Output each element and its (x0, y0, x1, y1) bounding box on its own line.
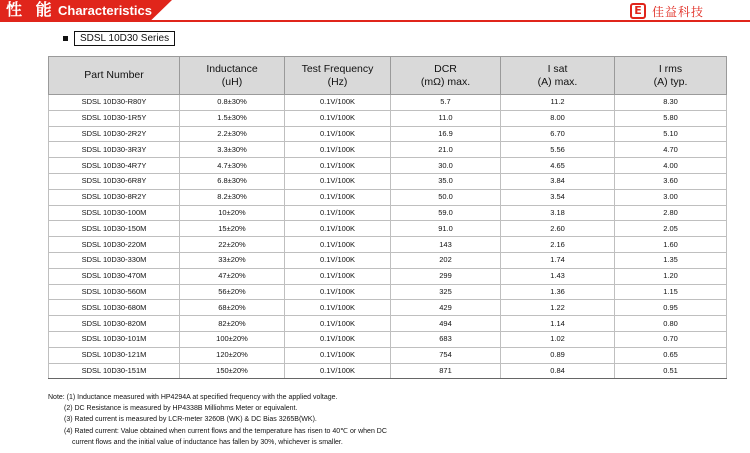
table-cell: 82±20% (180, 316, 285, 332)
table-row (49, 237, 727, 253)
table-cell: 1.36 (501, 284, 615, 300)
table-cell: 0.1V/100K (285, 316, 391, 332)
table-cell: 50.0 (391, 189, 501, 205)
table-cell: 0.51 (615, 363, 727, 379)
table-cell: SDSL 10D30-220M (49, 237, 180, 253)
table-cell: SDSL 10D30-680M (49, 300, 180, 316)
square-bullet-icon (63, 36, 68, 41)
table-cell: 8.2±30% (180, 189, 285, 205)
table-cell: SDSL 10D30-820M (49, 316, 180, 332)
table-row (49, 126, 727, 142)
table-cell: 0.1V/100K (285, 252, 391, 268)
table-cell: 5.7 (391, 95, 501, 111)
table-cell: 0.70 (615, 331, 727, 347)
table-cell: 0.84 (501, 363, 615, 379)
table-cell: 100±20% (180, 331, 285, 347)
table-cell: 0.89 (501, 347, 615, 363)
table-cell: SDSL 10D30-101M (49, 331, 180, 347)
table-cell: SDSL 10D30-1R5Y (49, 110, 180, 126)
table-cell: 0.95 (615, 300, 727, 316)
table-cell: 0.1V/100K (285, 237, 391, 253)
table-cell: 325 (391, 284, 501, 300)
table-cell: SDSL 10D30-470M (49, 268, 180, 284)
note-line: current flows and the initial value of inductance has fallen by 30%, whichever is smaller. (72, 438, 343, 446)
table-row (49, 331, 727, 347)
table-cell: 4.7±30% (180, 158, 285, 174)
table-cell: 91.0 (391, 221, 501, 237)
table-cell: 1.02 (501, 331, 615, 347)
table-row (49, 221, 727, 237)
note-line: (2) DC Resistance is measured by HP4338B Milliohms Meter or equivalent. (64, 405, 298, 413)
table-cell: 33±20% (180, 252, 285, 268)
table-cell: 47±20% (180, 268, 285, 284)
table-cell: 4.70 (615, 142, 727, 158)
table-cell: 59.0 (391, 205, 501, 221)
table-cell: 683 (391, 331, 501, 347)
table-cell: 8.30 (615, 95, 727, 111)
note-line: (4) Rated current: Value obtained when current flows and the temperature has risen to 40℃ or when DC (64, 427, 387, 435)
table-cell: 8.00 (501, 110, 615, 126)
column-header: Inductance (uH) (180, 57, 285, 95)
table-row (49, 252, 727, 268)
column-header: Part Number (49, 57, 180, 95)
column-header: Test Frequency (Hz) (285, 57, 391, 95)
table-cell: 1.22 (501, 300, 615, 316)
table-cell: 494 (391, 316, 501, 332)
section-title-en: Characteristics (58, 3, 152, 18)
table-cell: 11.2 (501, 95, 615, 111)
table-cell: 0.1V/100K (285, 110, 391, 126)
table-cell: 30.0 (391, 158, 501, 174)
table-cell: SDSL 10D30-2R2Y (49, 126, 180, 142)
table-cell: 22±20% (180, 237, 285, 253)
column-header: DCR (mΩ) max. (391, 57, 501, 95)
table-body (49, 95, 727, 379)
table-cell: 5.10 (615, 126, 727, 142)
table-cell: 11.0 (391, 110, 501, 126)
notes (48, 392, 748, 448)
table-cell: 6.70 (501, 126, 615, 142)
table-cell: 0.1V/100K (285, 347, 391, 363)
table-cell: SDSL 10D30-3R3Y (49, 142, 180, 158)
table-row (49, 347, 727, 363)
table-cell: 3.18 (501, 205, 615, 221)
table-row (49, 300, 727, 316)
table-row (49, 142, 727, 158)
table-cell: 2.05 (615, 221, 727, 237)
brand-logo-icon: E (630, 3, 646, 19)
table-cell: 1.15 (615, 284, 727, 300)
table-cell: 68±20% (180, 300, 285, 316)
table-cell: 56±20% (180, 284, 285, 300)
table-row (49, 268, 727, 284)
table-cell: SDSL 10D30-150M (49, 221, 180, 237)
table-row (49, 189, 727, 205)
table-cell: 35.0 (391, 173, 501, 189)
section-header (0, 0, 750, 24)
table-cell: 5.56 (501, 142, 615, 158)
table-cell: SDSL 10D30-330M (49, 252, 180, 268)
table-row (49, 363, 727, 379)
table-cell: SDSL 10D30-151M (49, 363, 180, 379)
table-cell: 0.1V/100K (285, 331, 391, 347)
table-cell: 5.80 (615, 110, 727, 126)
table-cell: 120±20% (180, 347, 285, 363)
table-cell: 2.60 (501, 221, 615, 237)
table-row (49, 284, 727, 300)
table-cell: SDSL 10D30-R80Y (49, 95, 180, 111)
table-cell: 15±20% (180, 221, 285, 237)
table-cell: 6.8±30% (180, 173, 285, 189)
brand (630, 3, 704, 19)
table-cell: 429 (391, 300, 501, 316)
table-cell: 3.54 (501, 189, 615, 205)
table-row (49, 158, 727, 174)
table-cell: 2.2±30% (180, 126, 285, 142)
table-cell: 0.1V/100K (285, 189, 391, 205)
table-row (49, 173, 727, 189)
table-cell: 0.65 (615, 347, 727, 363)
table-cell: 0.1V/100K (285, 126, 391, 142)
table-cell: SDSL 10D30-121M (49, 347, 180, 363)
table-cell: SDSL 10D30-100M (49, 205, 180, 221)
table-cell: 0.8±30% (180, 95, 285, 111)
series-label (63, 31, 175, 46)
table-header-row (49, 57, 727, 95)
table-cell: 0.1V/100K (285, 300, 391, 316)
table-cell: 3.84 (501, 173, 615, 189)
note-line: (3) Rated current is measured by LCR-meter 3260B (WK) & DC Bias 3265B(WK). (64, 416, 317, 424)
table-cell: 16.9 (391, 126, 501, 142)
table-cell: 1.43 (501, 268, 615, 284)
table-cell: 2.80 (615, 205, 727, 221)
table-cell: 150±20% (180, 363, 285, 379)
table-cell: 0.1V/100K (285, 173, 391, 189)
column-header: I sat (A) max. (501, 57, 615, 95)
table-row (49, 110, 727, 126)
table-cell: 1.74 (501, 252, 615, 268)
table-cell: SDSL 10D30-8R2Y (49, 189, 180, 205)
table-cell: 1.5±30% (180, 110, 285, 126)
table-cell: SDSL 10D30-560M (49, 284, 180, 300)
table-row (49, 316, 727, 332)
table-cell: 0.1V/100K (285, 158, 391, 174)
table-cell: 871 (391, 363, 501, 379)
table-cell: 0.1V/100K (285, 268, 391, 284)
table-cell: SDSL 10D30-4R7Y (49, 158, 180, 174)
table-cell: 0.1V/100K (285, 363, 391, 379)
table-row (49, 205, 727, 221)
series-name: SDSL 10D30 Series (74, 31, 175, 46)
spec-table (48, 56, 727, 379)
table-cell: 0.1V/100K (285, 142, 391, 158)
table-cell: 2.16 (501, 237, 615, 253)
table-cell: 4.65 (501, 158, 615, 174)
table-cell: 10±20% (180, 205, 285, 221)
column-header: I rms (A) typ. (615, 57, 727, 95)
table-cell: 0.1V/100K (285, 221, 391, 237)
table-cell: 3.00 (615, 189, 727, 205)
table-cell: 0.1V/100K (285, 205, 391, 221)
note-line: Note: (1) Inductance measured with HP4294A at specified frequency with the applied voltage. (48, 394, 338, 401)
table-cell: 1.60 (615, 237, 727, 253)
table-cell: 4.00 (615, 158, 727, 174)
table-cell: 1.20 (615, 268, 727, 284)
table-row (49, 95, 727, 111)
table-cell: 1.35 (615, 252, 727, 268)
table-cell: SDSL 10D30-6R8Y (49, 173, 180, 189)
table-cell: 143 (391, 237, 501, 253)
table-cell: 21.0 (391, 142, 501, 158)
table-cell: 299 (391, 268, 501, 284)
table-cell: 1.14 (501, 316, 615, 332)
table-cell: 0.80 (615, 316, 727, 332)
table-cell: 3.60 (615, 173, 727, 189)
table-cell: 754 (391, 347, 501, 363)
header-rule (0, 20, 750, 22)
table-cell: 3.3±30% (180, 142, 285, 158)
table-cell: 202 (391, 252, 501, 268)
section-title-cn: 性 能 (6, 0, 56, 19)
brand-name: 佳益科技 (652, 4, 705, 19)
table-cell: 0.1V/100K (285, 284, 391, 300)
table-cell: 0.1V/100K (285, 95, 391, 111)
